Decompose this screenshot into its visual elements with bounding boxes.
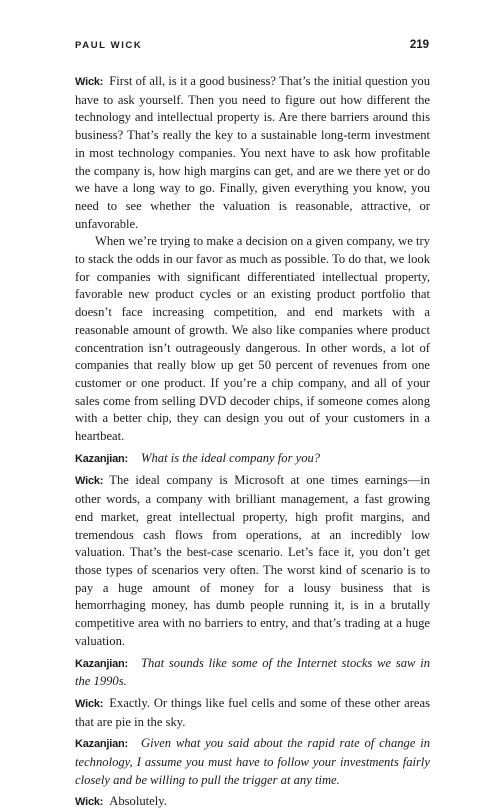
interview-text (75, 73, 430, 812)
answer-text: Absolutely. (109, 794, 167, 809)
question-text: What is the ideal company for you? (141, 450, 321, 465)
speaker-label-kazanjian: Kazanjian: (75, 657, 129, 670)
answer-text: Exactly. Or things like fuel cells and some of these other areas that are pie in the sky. (75, 695, 430, 729)
page-header (75, 40, 429, 56)
answer-paragraph (75, 695, 430, 731)
speaker-label-wick: Wick: (75, 796, 104, 809)
speaker-label-wick: Wick: (75, 475, 104, 488)
speaker-label-kazanjian: Kazanjian: (75, 738, 129, 751)
running-head: PAUL WICK (75, 40, 143, 51)
speaker-label-wick: Wick: (75, 697, 104, 710)
question-text: That sounds like some of the Internet stocks we saw in the 1990s. (75, 655, 430, 689)
question-paragraph (75, 450, 430, 469)
continuation-paragraph (75, 233, 430, 445)
answer-paragraph (75, 73, 430, 233)
question-paragraph (75, 735, 430, 789)
speaker-label-wick: Wick: (75, 76, 104, 88)
answer-text: First of all, is it a good business? That’s the initial question you have to ask yourself. Then you need to figure out how different the technology and intellectual property is. Are there barriers around this business? That’s really the key to a sustainable long-term investment in most technology companies. You next have to ask how profitable the company is, how high margins can get, and are we there yet or do we have a long way to go. Finally, given everything you know, you need to see whether the valuation is reasonable, attractive, or unfavorable. (75, 74, 430, 231)
question-paragraph (75, 655, 430, 691)
answer-paragraph (75, 472, 430, 650)
question-text: Given what you said about the rapid rate of change in technology, I assume you must have to follow your investments fairly closely and be willing to pull the trigger at any time. (75, 736, 430, 787)
answer-text: The ideal company is Microsoft at one times earnings—in other words, a company with brilliant management, a fast growing end market, great intellectual property, high profit margins, and tremendous cash flows from operations, at an incredibly low valuation. That’s the best-case scenario. Let’s face it, you don’t get those types of scenarios very often. The worst kind of scenario is to pay a huge amount of money for a lousy business that is hemorrhaging money, has dumb people running it, is in a brutally competitive area with no barriers to entry, and that’s trading at a huge valuation. (75, 473, 430, 648)
page-number: 219 (409, 39, 429, 51)
answer-paragraph (75, 793, 430, 812)
answer-text: When we’re trying to make a decision on a given company, we try to stack the odds in our favor as much as possible. To do that, we look for companies with significant differentiated intellectual property, favorable new product cycles or an existing product portfolio that doesn’t face increasing competition, and end markets with a reasonable amount of growth. We also like companies where product concentration isn’t outrageously dangerous. In other words, a lot of companies that really blow up get 50 percent of revenues from one customer or one product. If you’re a chip company, and all of your sales come from selling DVD decoder chips, if someone comes along with a better chip, they can design you out of your customers in a heartbeat. (75, 234, 430, 444)
speaker-label-kazanjian: Kazanjian: (75, 452, 129, 465)
